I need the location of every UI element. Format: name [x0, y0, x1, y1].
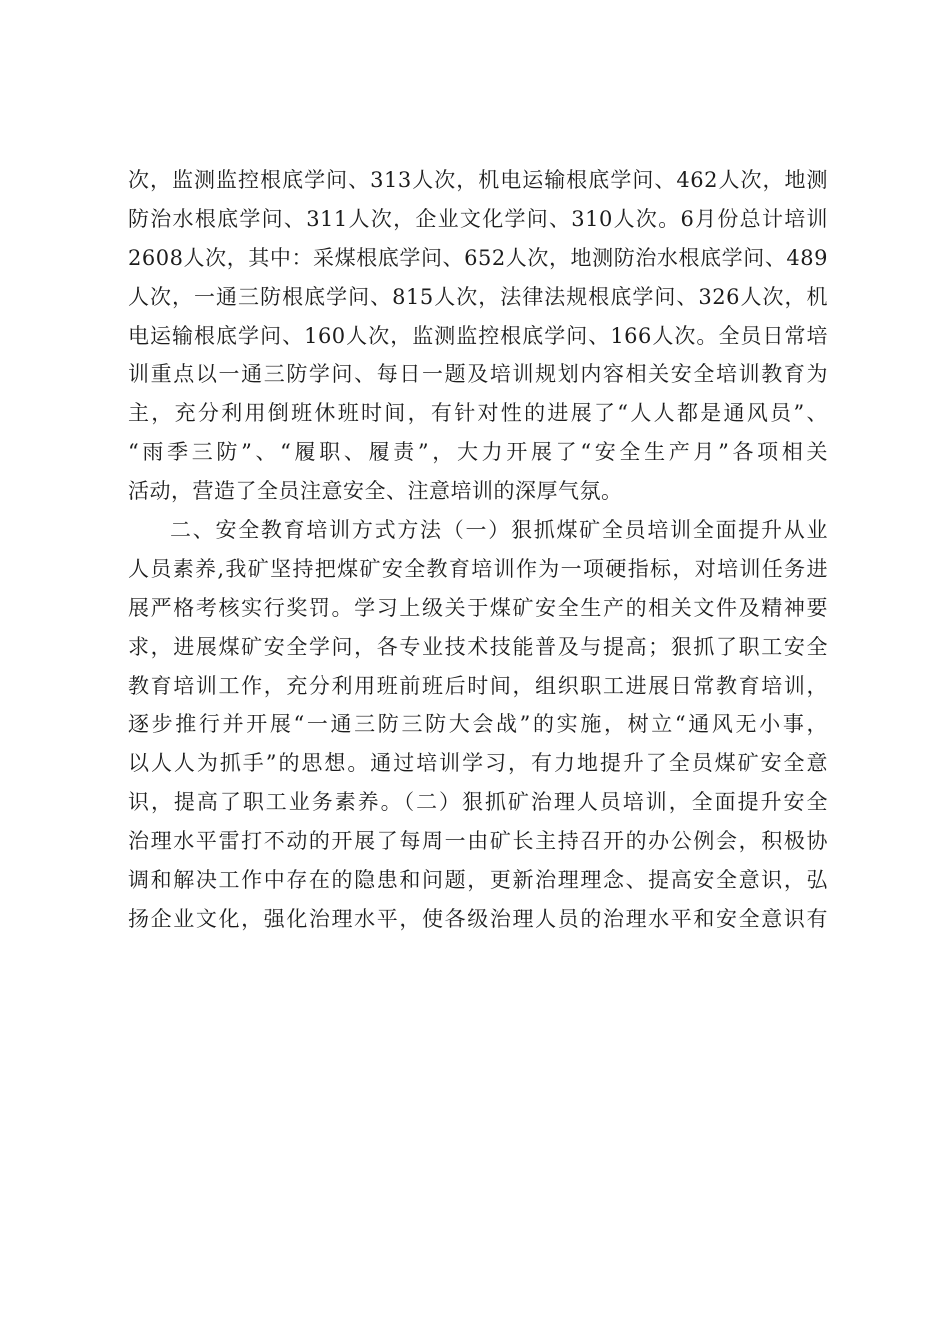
text-line: 展严格考核实行奖罚。学习上级关于煤矿安全生产的相关文件及精神要: [128, 595, 828, 620]
text-line: 电运输根底学问、160人次，监测监控根底学问、166人次。全员日常培: [128, 323, 828, 348]
text-line: 防治水根底学问、311人次，企业文化学问、310人次。6月份总计培训: [128, 206, 828, 231]
text-line: 次，监测监控根底学问、313人次，机电运输根底学问、462人次，地测: [128, 168, 828, 192]
text-line: 逐步推行并开展“一通三防三防大会战”的实施，树立“通风无小事，: [128, 712, 828, 737]
text-line: 识，提高了职工业务素养。（二）狠抓矿治理人员培训，全面提升安全: [128, 790, 828, 815]
text-line: 人员素养,我矿坚持把煤矿安全教育培训作为一项硬指标，对培训任务进: [128, 556, 828, 581]
text-line: 活动，营造了全员注意安全、注意培训的深厚气氛。: [128, 479, 623, 504]
text-line: 主，充分利用倒班休班时间，有针对性的进展了“人人都是通风员”、: [128, 401, 828, 426]
text-line: 求，进展煤矿安全学问，各专业技术技能普及与提高；狠抓了职工安全: [128, 634, 828, 659]
text-line: 扬企业文化，强化治理水平，使各级治理人员的治理水平和安全意识有: [128, 906, 828, 931]
text-line: “雨季三防”、“履职、履责”，大力开展了“安全生产月”各项相关: [128, 440, 828, 465]
text-line: 调和解决工作中存在的隐患和问题，更新治理理念、提高安全意识，弘: [128, 868, 828, 893]
text-line: 训重点以一通三防学问、每日一题及培训规划内容相关安全培训教育为: [128, 362, 828, 387]
body-text: [128, 161, 828, 939]
text-line: 人次，一通三防根底学问、815人次，法律法规根底学问、326人次，机: [128, 284, 828, 309]
text-line: 2608人次，其中：采煤根底学问、652人次，地测防治水根底学问、489: [128, 245, 828, 270]
text-line: 治理水平雷打不动的开展了每周一由矿长主持召开的办公例会，积极协: [128, 829, 828, 854]
section-heading-line: 二、安全教育培训方式方法（一）狠抓煤矿全员培训全面提升从业: [170, 518, 828, 543]
text-line: 教育培训工作，充分利用班前班后时间，组织职工进展日常教育培训，: [128, 673, 828, 698]
text-line: 以人人为抓手”的思想。通过培训学习，有力地提升了全员煤矿安全意: [128, 751, 828, 776]
